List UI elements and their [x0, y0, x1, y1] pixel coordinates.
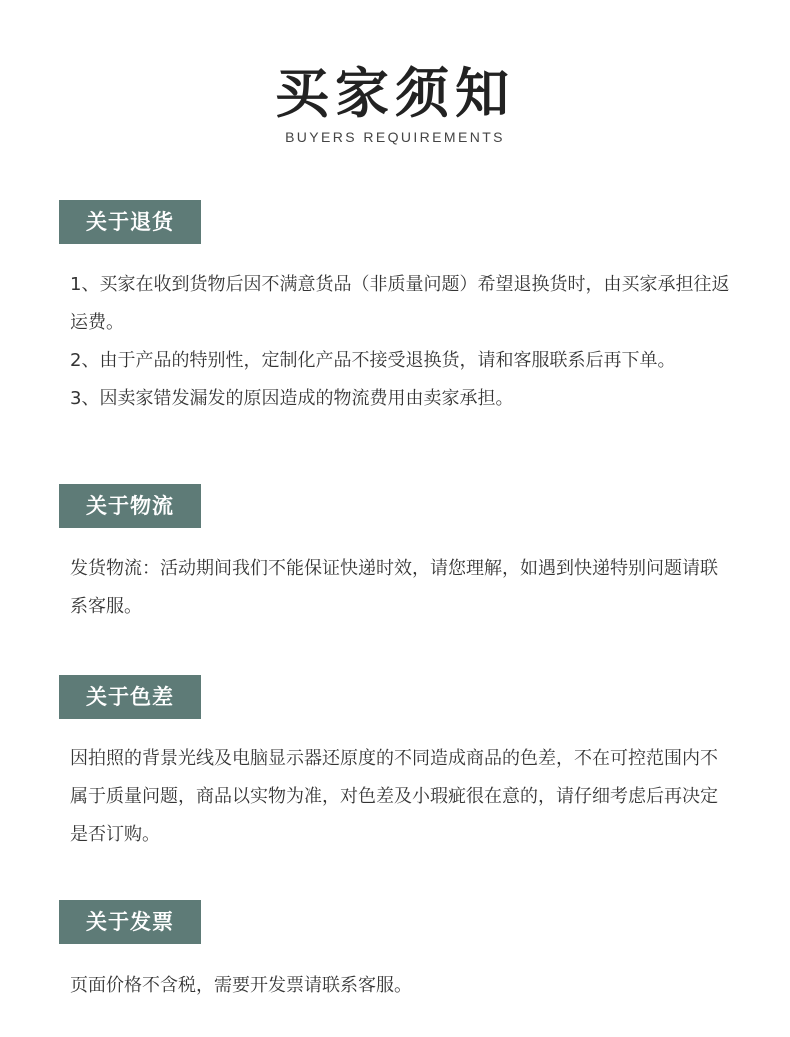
returns-paragraph-3: 3、因卖家错发漏发的原因造成的物流费用由卖家承担。 — [70, 388, 514, 409]
page-subtitle: BUYERS REQUIREMENTS — [285, 129, 505, 145]
section-logistics-heading: 关于物流 — [59, 484, 201, 528]
section-returns-heading: 关于退货 — [59, 200, 201, 244]
section-color-heading: 关于色差 — [59, 675, 201, 719]
invoice-paragraph-1: 页面价格不含税，需要开发票请联系客服。 — [70, 975, 412, 996]
section-color-body — [70, 740, 730, 854]
section-invoice-body — [70, 967, 730, 1005]
section-returns-body — [70, 266, 730, 418]
returns-paragraph-1: 1、买家在收到货物后因不满意货品（非质量问题）希望退换货时，由买家承担往返运费。 — [70, 274, 730, 333]
page-title: 买家须知 — [275, 62, 515, 125]
logistics-paragraph-1: 发货物流：活动期间我们不能保证快递时效，请您理解，如遇到快递特别问题请联系客服。 — [70, 558, 718, 617]
returns-paragraph-2: 2、由于产品的特别性，定制化产品不接受退换货，请和客服联系后再下单。 — [70, 350, 676, 371]
section-invoice-heading: 关于发票 — [59, 900, 201, 944]
color-paragraph-1: 因拍照的背景光线及电脑显示器还原度的不同造成商品的色差，不在可控范围内不属于质量问题，商品以实物为准，对色差及小瑕疵很在意的，请仔细考虑后再决定是否订购。 — [70, 748, 718, 845]
section-logistics-body — [70, 550, 730, 626]
